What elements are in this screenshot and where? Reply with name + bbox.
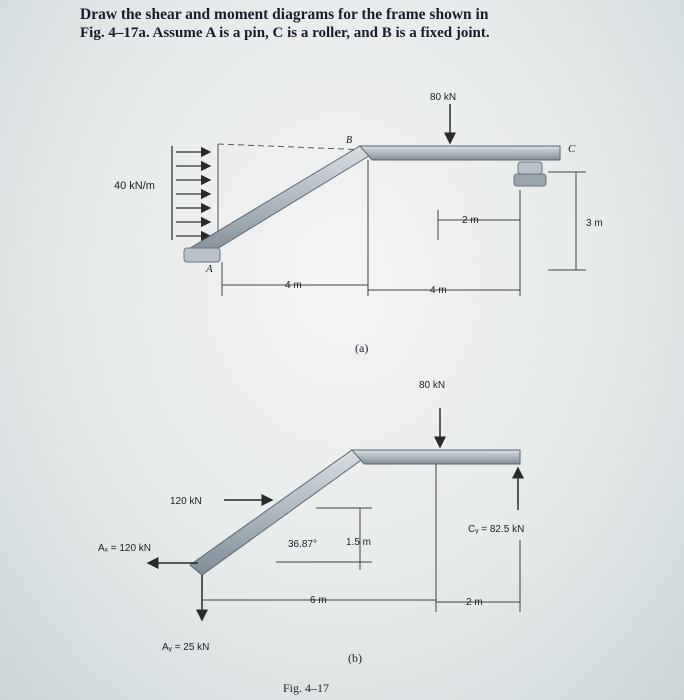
ax-label: Aₓ = 120 kN bbox=[98, 543, 152, 554]
horizontal-member-bc bbox=[360, 146, 560, 160]
point-load-label-a: 80 kN bbox=[430, 92, 457, 103]
problem-line-2: Fig. 4–17a. Assume A is a pin, C is a roller, and B is a fixed joint. bbox=[80, 25, 490, 41]
distributed-load-label: 40 kN/m bbox=[114, 180, 155, 192]
label-c: C bbox=[568, 143, 576, 155]
dim-2m-a: 2 m bbox=[462, 215, 479, 226]
inclined-member-ab bbox=[190, 146, 372, 258]
dim-4m-left: 4 m bbox=[285, 280, 302, 291]
label-b: B bbox=[346, 135, 353, 146]
fig-number: Fig. 4–17 bbox=[283, 681, 330, 695]
caption-b: (b) bbox=[348, 651, 362, 665]
dim-6m: 6 m bbox=[310, 595, 327, 606]
figure-b bbox=[98, 380, 524, 695]
inclined-member-b bbox=[190, 450, 364, 575]
dim-1-5m: 1.5 m bbox=[346, 537, 372, 548]
point-load-label-b: 80 kN bbox=[419, 380, 446, 391]
resultant-label: 120 kN bbox=[170, 496, 202, 507]
horizontal-member-b bbox=[352, 450, 520, 464]
dim-3m: 3 m bbox=[586, 218, 603, 229]
problem-line-1: Draw the shear and moment diagrams for the frame shown in bbox=[80, 6, 489, 23]
pin-support-a bbox=[184, 248, 220, 262]
ay-label: Aᵧ = 25 kN bbox=[162, 642, 210, 653]
roller-support-c bbox=[518, 162, 542, 174]
distributed-load-arrows bbox=[172, 146, 210, 240]
dim-2m-b: 2 m bbox=[466, 597, 483, 608]
cy-label: Cᵧ = 82.5 kN bbox=[468, 524, 525, 535]
caption-a: (a) bbox=[355, 341, 369, 355]
angle-label: 36.87° bbox=[288, 539, 318, 550]
figure-a bbox=[114, 92, 603, 355]
dim-4m-right: 4 m bbox=[430, 285, 447, 296]
label-a: A bbox=[206, 263, 213, 275]
